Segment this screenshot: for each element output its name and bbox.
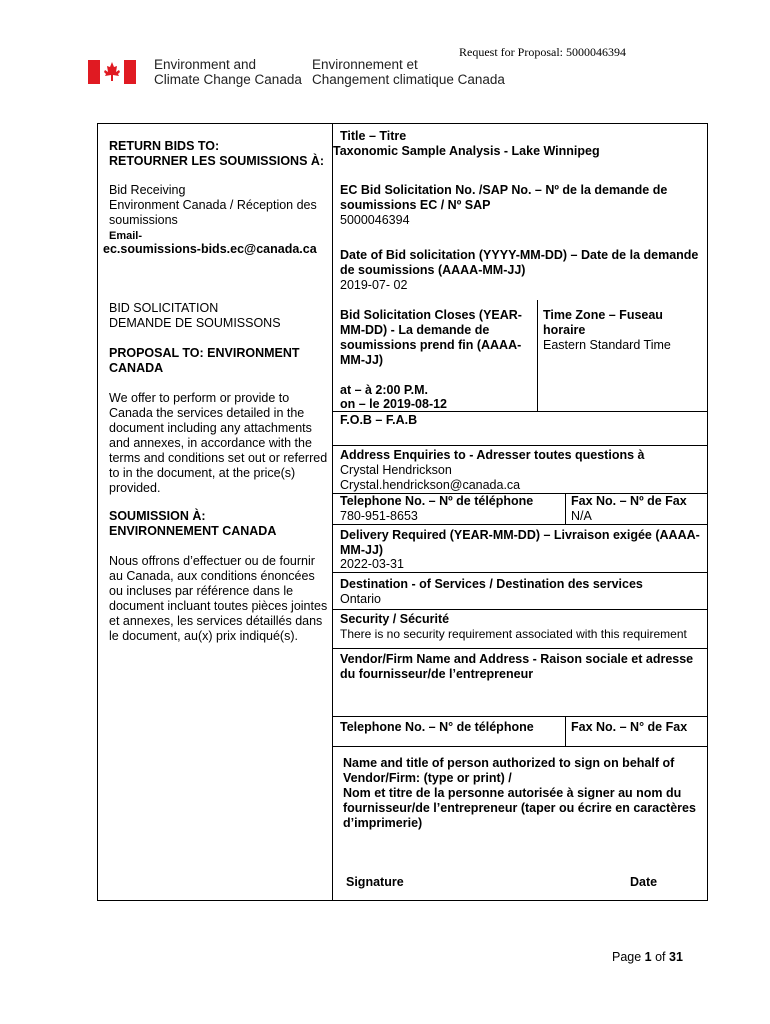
solicitation-date-label-2: de soumissions (AAAA-MM-JJ) — [340, 263, 526, 277]
return-bids-label-en: RETURN BIDS TO: — [109, 139, 220, 153]
telephone-value: 780-951-8653 — [340, 509, 418, 523]
enquiries-name: Crystal Hendrickson — [340, 463, 452, 477]
signature-label: Signature — [346, 875, 404, 889]
canada-flag-logo — [88, 60, 136, 84]
signature-date-label: Date — [630, 875, 658, 889]
fax-label: Fax No. – Nº de Fax — [571, 494, 687, 508]
soumission-label: SOUMISSION À: — [109, 509, 206, 523]
bid-receiving-line-1: Bid Receiving — [109, 183, 186, 197]
telephone-label: Telephone No. – Nº de téléphone — [340, 494, 534, 508]
vendor-name-label-2: du fournisseur/de l’entrepreneur — [340, 667, 534, 681]
return-bids-label-fr: RETOURNER LES SOUMISSIONS À: — [109, 154, 325, 168]
time-zone-label-1: Time Zone – Fuseau — [543, 308, 663, 322]
fax-value: N/A — [571, 509, 592, 523]
security-label: Security / Sécurité — [340, 612, 450, 626]
vendor-telephone-label: Telephone No. – N° de téléphone — [340, 720, 534, 734]
email-label: Email- — [109, 230, 143, 242]
solicitation-number-label-2: soumissions EC / Nº SAP — [340, 198, 491, 212]
proposal-to-line-2: CANADA — [109, 361, 164, 375]
bid-solicitation-label-fr: DEMANDE DE SOUMISSONS — [109, 316, 281, 330]
environnement-canada-label: ENVIRONNEMENT CANADA — [109, 524, 277, 538]
rfp-number: Request for Proposal: 5000046394 — [459, 45, 626, 59]
bid-receiving-line-3: soumissions — [109, 213, 178, 227]
title-label: Title – Titre — [340, 129, 407, 143]
solicitation-date-label-1: Date of Bid solicitation (YYYY-MM-DD) – Date de la demande — [340, 248, 699, 262]
closing-time: at – à 2:00 P.M. — [340, 383, 429, 397]
solicitation-number-value: 5000046394 — [340, 213, 410, 227]
vendor-name-label-1: Vendor/Firm Name and Address - Raison sociale et adresse — [340, 652, 694, 666]
delivery-label-2: MM-JJ) — [340, 543, 384, 557]
destination-value: Ontario — [340, 592, 381, 606]
bid-solicitation-label-en: BID SOLICITATION — [109, 301, 219, 315]
fob-label: F.O.B – F.A.B — [340, 413, 418, 427]
department-name-en: Environment and Climate Change Canada — [154, 57, 302, 87]
bid-email-address: ec.soumissions-bids.ec@canada.ca — [103, 242, 317, 256]
delivery-date-value: 2022-03-31 — [340, 557, 404, 571]
page-number: Page 1 of 31 — [612, 950, 683, 964]
security-value: There is no security requirement associated with this requirement — [340, 627, 687, 641]
department-name-fr: Environnement et Changement climatique Canada — [312, 57, 505, 87]
enquiries-label: Address Enquiries to - Adresser toutes questions à — [340, 448, 645, 462]
vendor-fax-label: Fax No. – N° de Fax — [571, 720, 688, 734]
time-zone-label-2: horaire — [543, 323, 586, 337]
title-value: Taxonomic Sample Analysis - Lake Winnipeg — [333, 144, 600, 158]
solicitation-number-label-1: EC Bid Solicitation No. /SAP No. – Nº de la demande de — [340, 183, 668, 197]
enquiries-email: Crystal.hendrickson@canada.ca — [340, 478, 521, 492]
proposal-to-line-1: PROPOSAL TO: ENVIRONMENT — [109, 346, 300, 360]
bid-receiving-line-2: Environment Canada / Réception des — [109, 198, 317, 212]
time-zone-value: Eastern Standard Time — [543, 338, 671, 352]
delivery-label-1: Delivery Required (YEAR-MM-DD) – Livraison exigée (AAAA- — [340, 528, 700, 542]
closing-date-value: on – le 2019-08-12 — [340, 397, 448, 411]
solicitation-date-value: 2019-07- 02 — [340, 278, 408, 292]
destination-label: Destination - of Services / Destination des services — [340, 577, 643, 591]
